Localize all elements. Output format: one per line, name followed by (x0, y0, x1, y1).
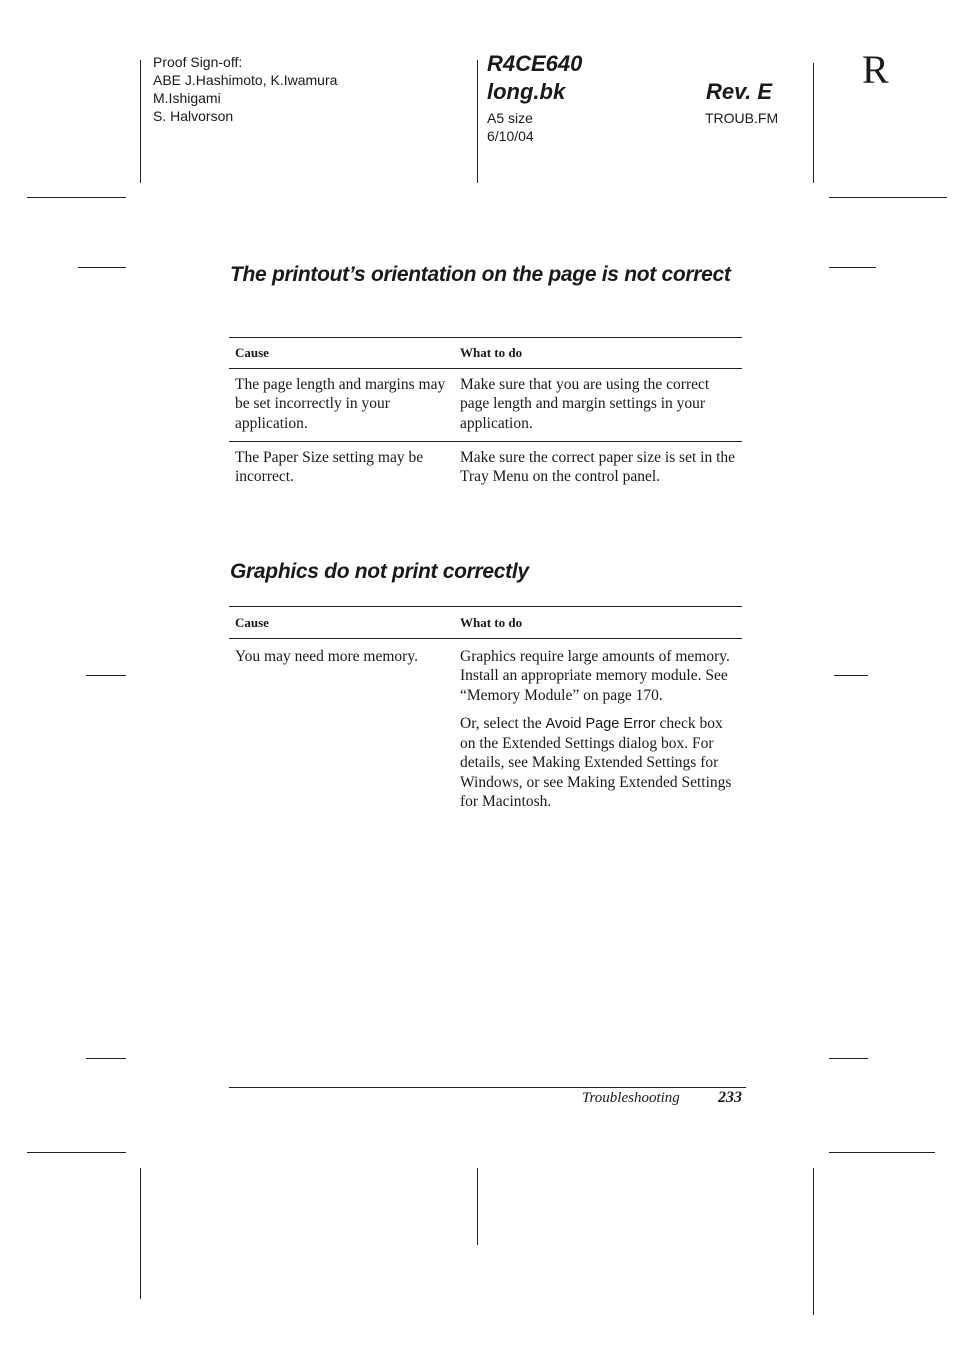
action-text: Or, select the (460, 714, 546, 732)
table-header-row (229, 607, 742, 639)
action-cell: Make sure that you are using the correct page length and margin settings in your application. (454, 369, 742, 442)
crop-mark-right-3 (834, 675, 868, 676)
proof-signoff (153, 53, 337, 125)
crop-mark-top-right (813, 63, 814, 183)
crop-mark-right-5 (829, 1152, 935, 1153)
document-meta (487, 109, 534, 145)
proof-line: S. Halvorson (153, 108, 234, 124)
proof-line: ABE J.Hashimoto, K.Iwamura (153, 72, 338, 88)
revision-date: 6/10/04 (487, 128, 534, 144)
footer-section-name: Troubleshooting (582, 1090, 680, 1106)
crop-mark-bottom-center (477, 1168, 478, 1245)
table-row (229, 369, 742, 442)
crop-mark-top-left (140, 60, 141, 183)
action-cell: Make sure the correct paper size is set in the Tray Menu on the control panel. (460, 448, 736, 486)
section-title: Graphics do not print correctly (230, 560, 529, 583)
crop-mark-bottom-left (140, 1168, 141, 1299)
action-paragraph (460, 714, 736, 811)
table-header-row (229, 338, 742, 369)
crop-mark-right-2 (829, 267, 876, 268)
cause-cell: The page length and margins may be set incorrectly in your application. (229, 369, 454, 442)
footer-rule (229, 1087, 746, 1088)
crop-mark-top-center (477, 60, 478, 183)
action-cell (454, 639, 742, 820)
crop-mark-left-4 (86, 1058, 126, 1059)
document-id (487, 50, 582, 106)
proof-line: Proof Sign-off: (153, 54, 243, 70)
troubleshooting-table (229, 337, 742, 494)
proof-line: M.Ishigami (153, 90, 221, 106)
table-row (229, 639, 742, 820)
crop-mark-left-2 (78, 267, 126, 268)
document-code: R4CE640 (487, 51, 583, 76)
action-text: check box on the Extended Settings dialog box. For details, see Making Extended Settings for Windows, or see Making Extended Settings for Macintosh. (460, 714, 732, 811)
crop-mark-left-3 (86, 675, 126, 676)
crop-mark-right-4 (829, 1058, 868, 1059)
page-number: 233 (718, 1089, 742, 1106)
crop-mark-bottom-right (813, 1168, 814, 1315)
page-size: A5 size (487, 110, 533, 126)
crop-mark-left-5 (27, 1152, 126, 1153)
corner-letter: R (862, 47, 889, 92)
column-header-what-to-do: What to do (454, 607, 742, 639)
document-file: long.bk (487, 79, 566, 104)
frame-file-name: TROUB.FM (705, 110, 779, 126)
cause-cell: The Paper Size setting may be incorrect. (235, 448, 424, 486)
cause-cell: You may need more memory. (235, 648, 418, 665)
column-header-cause: Cause (229, 607, 454, 639)
column-header-cause: Cause (229, 338, 454, 369)
crop-mark-left-1 (27, 197, 126, 198)
troubleshooting-table (229, 606, 742, 819)
section-title: The printout’s orientation on the page is not correct (230, 263, 731, 286)
column-header-what-to-do: What to do (454, 338, 742, 369)
action-paragraph: Graphics require large amounts of memory. Install an appropriate memory module. See “Memory Module” on page 170. (460, 648, 730, 704)
table-row (229, 441, 742, 494)
ui-setting-name: Avoid Page Error (545, 715, 656, 732)
revision-label: Rev. E (706, 79, 773, 104)
crop-mark-right-1 (829, 197, 947, 198)
